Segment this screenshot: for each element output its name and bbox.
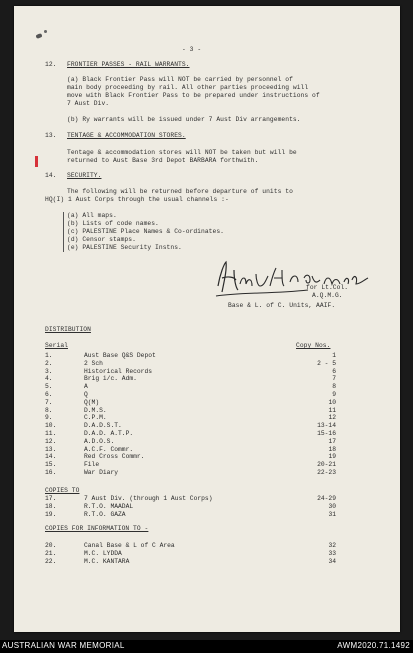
document-page bbox=[14, 6, 400, 632]
handwritten-signature bbox=[212, 256, 382, 304]
copies-to-heading: COPIES TO bbox=[45, 487, 80, 494]
ink-blot-mark bbox=[35, 33, 42, 39]
distribution-row bbox=[14, 550, 400, 558]
distribution-row bbox=[14, 438, 400, 446]
row-serial: 11. bbox=[45, 430, 57, 437]
distribution-heading: DISTRIBUTION bbox=[45, 326, 91, 333]
distribution-row bbox=[14, 469, 400, 477]
row-copy-numbers: 1 bbox=[332, 352, 336, 359]
security-item-b: (b) Lists of code names. bbox=[67, 220, 159, 227]
row-addressee: Q bbox=[84, 391, 88, 398]
row-serial: 10. bbox=[45, 422, 57, 430]
row-serial: 14. bbox=[45, 453, 57, 461]
section-14-heading: SECURITY. bbox=[67, 172, 102, 179]
section-12-para-a-line-1: (a) Black Frontier Pass will NOT be carried by personnel of bbox=[67, 76, 293, 83]
distribution-row bbox=[14, 414, 400, 422]
signature-appointment: A.Q.M.G. bbox=[312, 292, 343, 299]
distribution-row bbox=[14, 360, 400, 368]
section-14-body-line-2: HQ(I) 1 Aust Corps through the usual channels :- bbox=[45, 196, 229, 203]
row-copy-numbers: 19 bbox=[328, 453, 336, 461]
info-heading: COPIES FOR INFORMATION TO - bbox=[45, 525, 149, 532]
row-serial: 19. bbox=[45, 511, 57, 518]
distribution-row bbox=[14, 407, 400, 415]
distribution-row bbox=[14, 430, 400, 438]
row-addressee: A bbox=[84, 383, 88, 391]
row-serial: 5. bbox=[45, 383, 53, 391]
row-copy-numbers: 32 bbox=[328, 542, 336, 549]
row-addressee: M.C. LYDDA bbox=[84, 550, 122, 557]
row-serial: 17. bbox=[45, 495, 57, 502]
row-copy-numbers: 15-16 bbox=[317, 430, 336, 437]
distribution-row bbox=[14, 495, 400, 503]
distribution-col-serial: Serial bbox=[45, 342, 68, 349]
row-copy-numbers: 10 bbox=[328, 398, 336, 406]
section-14-number: 14. bbox=[45, 172, 57, 179]
row-serial: 9. bbox=[45, 414, 53, 422]
row-serial: 21. bbox=[45, 550, 57, 557]
row-copy-numbers: 2 - 5 bbox=[317, 359, 336, 367]
distribution-row bbox=[14, 399, 400, 407]
section-12-number: 12. bbox=[45, 61, 57, 68]
security-items-bracket bbox=[63, 212, 67, 252]
row-addressee: D.A.D.S.T. bbox=[84, 422, 122, 430]
section-12-para-a-line-3: move with Black Frontier Pass to be prepared under instructions of bbox=[67, 92, 320, 99]
section-12-para-b: (b) Ry warrants will be issued under 7 Aust Div arrangements. bbox=[67, 116, 301, 123]
row-serial: 7. bbox=[45, 398, 53, 406]
row-addressee: D.M.S. bbox=[84, 406, 107, 414]
row-serial: 16. bbox=[45, 469, 57, 476]
distribution-row bbox=[14, 446, 400, 454]
row-serial: 22. bbox=[45, 558, 57, 565]
row-serial: 4. bbox=[45, 375, 53, 383]
row-addressee: A.D.O.S. bbox=[84, 437, 115, 445]
distribution-row bbox=[14, 503, 400, 511]
row-serial: 15. bbox=[45, 461, 57, 469]
row-addressee: War Diary bbox=[84, 469, 119, 476]
row-addressee: 2 Sch bbox=[84, 359, 103, 367]
row-copy-numbers: 12 bbox=[328, 414, 336, 422]
distribution-row bbox=[14, 453, 400, 461]
row-serial: 20. bbox=[45, 542, 57, 549]
row-serial: 12. bbox=[45, 437, 57, 445]
footer-accession-number: AWM2020.71.1492 bbox=[337, 641, 410, 650]
distribution-row bbox=[14, 352, 400, 360]
row-copy-numbers: 9 bbox=[332, 391, 336, 398]
archive-footer bbox=[0, 640, 413, 653]
row-serial: 1. bbox=[45, 352, 53, 359]
row-serial: 18. bbox=[45, 503, 57, 510]
distribution-col-copy: Copy Nos. bbox=[296, 342, 331, 349]
row-addressee: 7 Aust Div. (through 1 Aust Corps) bbox=[84, 495, 213, 502]
row-copy-numbers: 31 bbox=[328, 511, 336, 518]
row-copy-numbers: 11 bbox=[328, 406, 336, 414]
distribution-row bbox=[14, 391, 400, 399]
section-13-body-line-2: returned to Aust Base 3rd Depot BARBARA forthwith. bbox=[67, 157, 259, 164]
row-serial: 6. bbox=[45, 391, 53, 398]
row-serial: 8. bbox=[45, 406, 53, 414]
distribution-row bbox=[14, 383, 400, 391]
security-item-e: (e) PALESTINE Security Instns. bbox=[67, 244, 182, 251]
row-addressee: R.T.O. GAZA bbox=[84, 511, 126, 518]
distribution-row bbox=[14, 558, 400, 566]
distribution-row bbox=[14, 375, 400, 383]
ink-blot-mark bbox=[44, 30, 47, 33]
row-copy-numbers: 33 bbox=[328, 550, 336, 557]
row-addressee: M.C. KANTARA bbox=[84, 558, 130, 565]
row-addressee: Q(M) bbox=[84, 398, 100, 406]
section-12-para-a-line-2: main body proceeding by rail. All other parties proceeding will bbox=[67, 84, 309, 91]
row-serial: 3. bbox=[45, 367, 53, 375]
section-12-para-a-line-4: 7 Aust Div. bbox=[67, 100, 110, 107]
distribution-row bbox=[14, 422, 400, 430]
row-addressee: File bbox=[84, 461, 100, 469]
row-addressee: Historical Records bbox=[84, 367, 153, 375]
red-margin-mark bbox=[35, 156, 38, 167]
section-13-number: 13. bbox=[45, 132, 57, 139]
distribution-row bbox=[14, 542, 400, 550]
signature-unit: Base & L. of C. Units, AAIF. bbox=[228, 302, 336, 309]
footer-institution: AUSTRALIAN WAR MEMORIAL bbox=[2, 641, 125, 650]
row-addressee: D.A.D. A.T.P. bbox=[84, 430, 134, 437]
row-serial: 2. bbox=[45, 359, 53, 367]
security-item-c: (c) PALESTINE Place Names & Co-ordinates. bbox=[67, 228, 224, 235]
row-copy-numbers: 6 bbox=[332, 367, 336, 375]
row-copy-numbers: 34 bbox=[328, 558, 336, 565]
row-copy-numbers: 18 bbox=[328, 445, 336, 453]
row-copy-numbers: 13-14 bbox=[317, 422, 336, 430]
row-copy-numbers: 17 bbox=[328, 437, 336, 445]
section-13-heading: TENTAGE & ACCOMMODATION STORES. bbox=[67, 132, 186, 139]
row-copy-numbers: 30 bbox=[328, 503, 336, 510]
row-copy-numbers: 20-21 bbox=[317, 461, 336, 469]
distribution-row bbox=[14, 368, 400, 376]
row-copy-numbers: 7 bbox=[332, 375, 336, 383]
row-serial: 13. bbox=[45, 445, 57, 453]
row-addressee: Canal Base & L of C Area bbox=[84, 542, 175, 549]
page-number: - 3 - bbox=[182, 46, 202, 53]
distribution-row bbox=[14, 511, 400, 519]
row-copy-numbers: 24-29 bbox=[317, 495, 336, 502]
security-item-a: (a) All maps. bbox=[67, 212, 117, 219]
distribution-row bbox=[14, 461, 400, 469]
row-copy-numbers: 22-23 bbox=[317, 469, 336, 476]
section-14-body-line-1: The following will be returned before departure of units to bbox=[67, 188, 293, 195]
section-13-body-line-1: Tentage & accommodation stores will NOT be taken but will be bbox=[67, 149, 297, 156]
row-addressee: A.C.F. Commr. bbox=[84, 445, 134, 453]
row-addressee: Red Cross Commr. bbox=[84, 453, 145, 461]
security-item-d: (d) Censor stamps. bbox=[67, 236, 136, 243]
section-12-heading: FRONTIER PASSES - RAIL WARRANTS. bbox=[67, 61, 190, 68]
signature-rank-line: for Lt.Col. bbox=[306, 284, 349, 291]
row-addressee: R.T.O. MAADAL bbox=[84, 503, 134, 510]
row-copy-numbers: 8 bbox=[332, 383, 336, 391]
row-addressee: Brig i/c. Adm. bbox=[84, 375, 137, 383]
row-addressee: C.P.M. bbox=[84, 414, 107, 422]
row-addressee: Aust Base Q&S Depot bbox=[84, 352, 156, 359]
